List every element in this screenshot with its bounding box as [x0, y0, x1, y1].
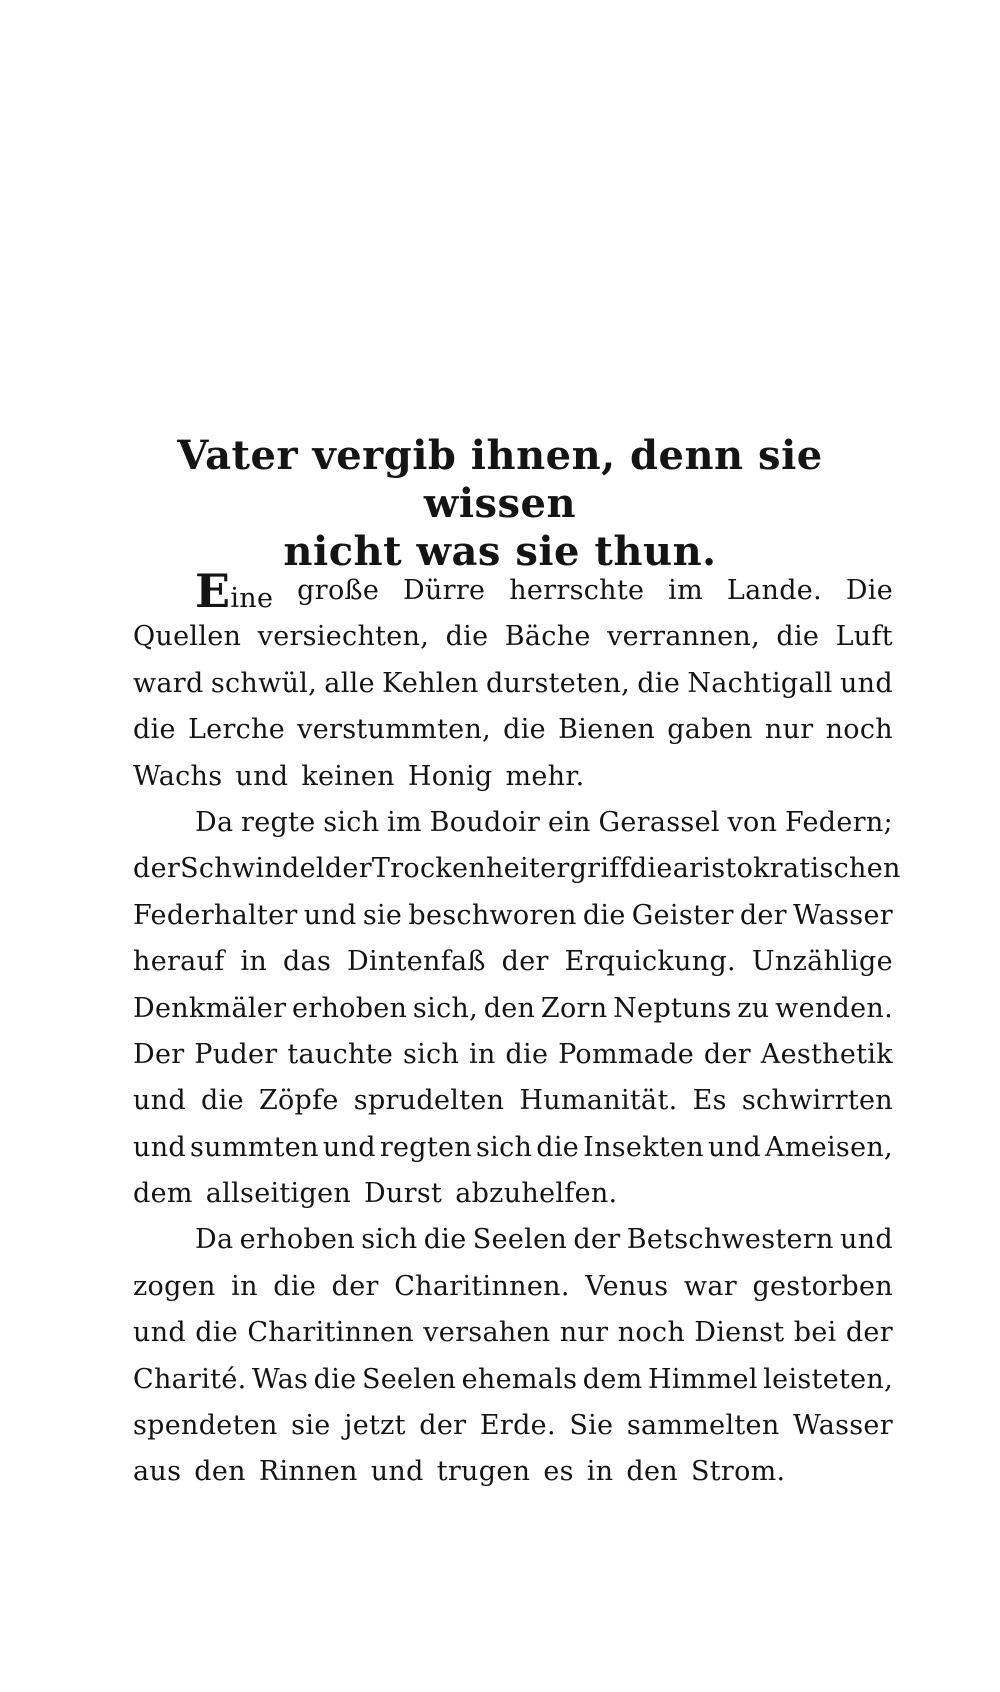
word: Da: [195, 806, 234, 838]
word: in: [468, 1038, 496, 1070]
word: Humanität.: [519, 1085, 678, 1117]
word: Seelen: [361, 1363, 457, 1395]
word: versahen: [423, 1317, 551, 1349]
word: allseitigen: [205, 1178, 352, 1210]
word: tauchte: [287, 1038, 394, 1070]
word: dursteten,: [485, 667, 631, 699]
word: in: [240, 946, 268, 978]
word: der: [573, 1224, 621, 1256]
word: erhoben: [291, 992, 408, 1024]
word: nur: [764, 714, 814, 746]
word: Zorn: [540, 992, 608, 1024]
text-line: [133, 661, 893, 707]
word: Denkmäler: [133, 992, 287, 1024]
word: die: [582, 899, 626, 931]
word: Bäche: [504, 621, 591, 653]
word: und: [708, 1131, 761, 1163]
word: der: [703, 1038, 751, 1070]
word: noch: [825, 714, 893, 746]
text-line: [133, 1171, 893, 1217]
word: jetzt: [344, 1410, 406, 1442]
word: in: [586, 1456, 614, 1488]
word: der: [501, 946, 549, 978]
word: Honig: [407, 760, 493, 792]
word: den: [194, 1456, 246, 1488]
word: war: [683, 1270, 737, 1302]
word: herauf: [133, 946, 225, 978]
word: in: [231, 1270, 258, 1302]
word: sie: [362, 899, 403, 931]
word: Erquickung.: [564, 946, 736, 978]
word: der: [331, 1270, 379, 1302]
word: zu: [737, 992, 770, 1024]
word: sich: [476, 1131, 533, 1163]
word: die: [505, 1038, 549, 1070]
word: Rinnen: [258, 1456, 358, 1488]
word: ein: [547, 806, 591, 838]
word: verrannen,: [607, 621, 760, 653]
word: sich,: [412, 992, 479, 1024]
word: Charitinnen.: [394, 1270, 570, 1302]
word: sich: [361, 1224, 418, 1256]
word: Durst: [364, 1178, 443, 1210]
word: sammelten: [626, 1410, 780, 1442]
word: die: [637, 667, 681, 699]
word: den: [626, 1456, 678, 1488]
word: Wasser: [793, 1410, 893, 1442]
text-line: [133, 1449, 893, 1495]
word: Der: [133, 1038, 185, 1070]
word: Charité.: [133, 1363, 247, 1395]
word: Quellen: [133, 621, 242, 653]
word: große: [297, 575, 380, 606]
text-line: [133, 939, 893, 985]
word: im: [387, 806, 422, 838]
text-line: [133, 1403, 893, 1449]
word: Lande.: [726, 575, 822, 606]
text-line: [133, 754, 893, 800]
chapter-title: [120, 432, 880, 576]
word: Venus: [585, 1270, 669, 1302]
word: mehr.: [505, 760, 585, 792]
word: aristokratischen: [672, 853, 901, 885]
word: das: [282, 946, 332, 978]
word: die: [445, 621, 489, 653]
word: und: [370, 1456, 424, 1488]
word: Unzählige: [751, 946, 893, 978]
text-line: [133, 707, 893, 753]
word: Was: [251, 1363, 309, 1395]
text-line: [133, 1217, 893, 1263]
word: die: [536, 1131, 580, 1163]
paragraph: [133, 1217, 893, 1495]
word: der: [739, 899, 787, 931]
text-line: [133, 893, 893, 939]
word: die: [133, 714, 176, 746]
word: dem: [582, 1363, 643, 1395]
word: wenden.: [775, 992, 893, 1024]
word: ward: [133, 667, 204, 699]
word: die: [629, 853, 673, 885]
word: Ameisen,: [765, 1131, 893, 1163]
word: beschworen: [408, 899, 577, 931]
text-line: [133, 614, 893, 660]
text-line: [133, 1264, 893, 1310]
word: im: [668, 575, 704, 606]
word: sie: [291, 1410, 331, 1442]
word: ehemals: [461, 1363, 578, 1395]
word: Bienen: [558, 714, 656, 746]
word: Gerassel: [598, 806, 720, 838]
word: Zöpfe: [258, 1085, 339, 1117]
word: Wasser: [793, 899, 893, 931]
word: Es: [692, 1085, 727, 1117]
word: die: [313, 1363, 357, 1395]
word: nur: [559, 1317, 609, 1349]
word: Kehlen: [382, 667, 479, 699]
word: erhoben: [239, 1224, 355, 1256]
word: Da: [195, 1224, 234, 1256]
word: die: [503, 714, 546, 746]
chapter-title-line-2: nicht was sie thun.: [283, 528, 717, 575]
word: sprudelten: [353, 1085, 505, 1117]
word: Puder: [194, 1038, 278, 1070]
word: Federhalter: [133, 899, 298, 931]
word: keinen: [301, 760, 395, 792]
word: die: [273, 1270, 317, 1302]
word: leisteten,: [763, 1363, 893, 1395]
word: Sie: [569, 1410, 614, 1442]
text-line: [133, 1032, 893, 1078]
text-line: [133, 1310, 893, 1356]
word: Betschwestern: [626, 1224, 834, 1256]
word: und: [839, 667, 893, 699]
paragraph: [133, 800, 901, 1218]
word: Neptuns: [613, 992, 732, 1024]
word: bei: [793, 1317, 837, 1349]
word: Wachs: [133, 760, 223, 792]
word: trugen: [436, 1456, 531, 1488]
word: die: [423, 1224, 467, 1256]
word: Aesthetik: [760, 1038, 893, 1070]
text-line: [133, 800, 893, 846]
word: verstummten,: [297, 714, 492, 746]
word: Nachtigall: [687, 667, 833, 699]
word: Erde.: [479, 1410, 556, 1442]
word: und: [235, 760, 289, 792]
word: und: [303, 899, 357, 931]
paragraph: [133, 564, 893, 800]
word: Die: [845, 575, 893, 606]
word: spendeten: [133, 1410, 278, 1442]
word: schwirrten: [741, 1085, 893, 1117]
text-line: [133, 986, 893, 1032]
word: der: [324, 853, 372, 885]
word: Luft: [835, 621, 893, 653]
word: Trockenheit: [371, 853, 541, 885]
word: und: [133, 1317, 186, 1349]
text-line: [133, 846, 901, 892]
word: zogen: [133, 1270, 216, 1302]
text-line: [133, 1125, 893, 1171]
word: regte: [241, 806, 316, 838]
word: schwül,: [210, 667, 318, 699]
word: und: [133, 1131, 186, 1163]
word: Himmel: [647, 1363, 758, 1395]
word: Insekten: [583, 1131, 704, 1163]
text-line: [133, 1078, 893, 1124]
chapter-title-line-1: Vater vergib ihnen, denn sie wissen: [177, 432, 823, 527]
word: Seelen: [472, 1224, 568, 1256]
word: Charitinnen: [247, 1317, 414, 1349]
word: alle: [324, 667, 375, 699]
word: herrschte: [509, 575, 645, 606]
text-line: [133, 564, 893, 618]
word: Dürre: [403, 575, 486, 606]
word: von: [727, 806, 778, 838]
word: noch: [617, 1317, 686, 1349]
word: der: [133, 853, 181, 885]
word: gaben: [667, 714, 753, 746]
word: Dienst: [694, 1317, 785, 1349]
word: und: [133, 1085, 186, 1117]
word: den: [483, 992, 536, 1024]
word: sich: [323, 806, 380, 838]
word: sich: [402, 1038, 460, 1070]
word: die: [195, 1317, 239, 1349]
word: und: [322, 1131, 376, 1163]
body-text: [133, 564, 901, 1496]
word: versiechten,: [257, 621, 430, 653]
word: regten: [379, 1131, 472, 1163]
drop-cap: E: [195, 564, 231, 618]
word: und: [839, 1224, 893, 1256]
word: der: [845, 1317, 893, 1349]
word: aus: [133, 1456, 182, 1488]
word: dem: [133, 1178, 193, 1210]
word: Pommade: [558, 1038, 695, 1070]
word: Lerche: [187, 714, 286, 746]
word: Geister: [631, 899, 734, 931]
word: abzuhelfen.: [455, 1178, 618, 1210]
word: die: [776, 621, 820, 653]
word: Boudoir: [429, 806, 541, 838]
word: Federn;: [784, 806, 893, 838]
word: Eine: [195, 564, 274, 618]
word: ergriff: [540, 853, 630, 885]
word: Schwindel: [180, 853, 325, 885]
text-line: [133, 1357, 893, 1403]
word: gestorben: [752, 1270, 893, 1302]
word: die: [201, 1085, 244, 1117]
word: Dintenfaß: [347, 946, 486, 978]
word: Strom.: [690, 1456, 786, 1488]
word: summten: [190, 1131, 319, 1163]
word: der: [419, 1410, 467, 1442]
word: es: [543, 1456, 574, 1488]
